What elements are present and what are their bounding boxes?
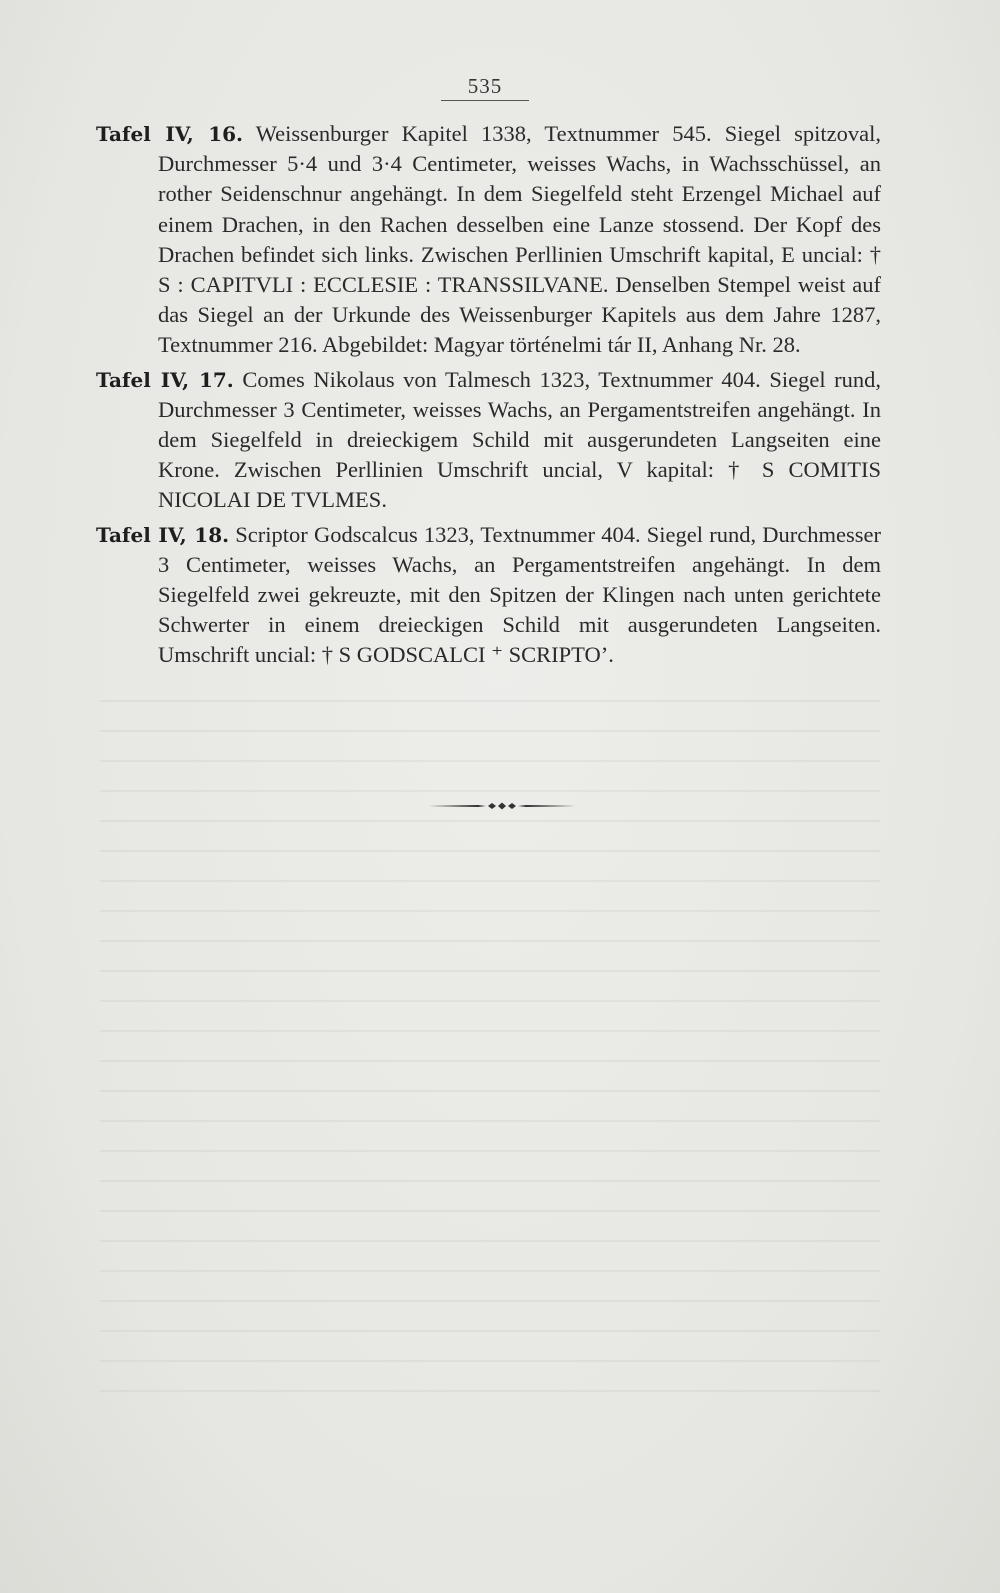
entry-label: Tafel IV, 18. [96,522,230,547]
page-number: 535 [467,74,503,98]
entry-label: Tafel IV, 17. [96,367,234,392]
entry-tafel-iv-17 [96,365,881,516]
entries-list [96,119,881,675]
ornament-divider-icon [428,800,576,812]
entry-text: Comes Nikolaus von Talmesch 1323, Textnummer 404. Siegel rund, Durchmesser 3 Centimeter, weisses Wachs, an Pergamentstreifen angehängt. In dem Siegelfeld in dreieckigem Schild mit ausgerundeten Langseiten eine Krone. Zwischen Perllinien Umschrift uncial, V kapital: † S COMITIS NICOLAI DE TVLMES. [158,366,881,513]
bleed-through-shadow [100,700,880,1460]
entry-label: Tafel IV, 16. [96,122,243,146]
entry-text: Scriptor Godscalcus 1323, Textnummer 404. Siegel rund, Durchmesser 3 Centimeter, weisses Wachs, an Pergamentstreifen angehängt. In dem Siegelfeld zwei gekreuzte, mit den Spitzen der Klingen nach unten gerichtete Schwerter in einem dreieckigen Schild mit ausgerundeten Langseiten. Umschrift uncial: † S GODSCALCI ⁺ SCRIPTO’. [158,521,882,668]
entry-tafel-iv-16 [96,119,881,361]
page-number-rule [441,100,529,101]
entry-tafel-iv-18 [96,520,881,671]
entry-text: Weissenburger Kapitel 1338, Textnummer 545. Siegel spitzoval, Durchmesser 5·4 und 3·4 Centimeter, weisses Wachs, in Wachsschüssel, an rother Seidenschnur angehängt. In dem Siegelfeld steht Erzengel Michael auf einem Drachen, in den Rachen desselben eine Lanze stossend. Der Kopf des Drachen befindet sich links. Zwischen Perllinien Umschrift kapital, E uncial: † S : CAPITVLI : ECCLESIE : TRANSSILVANE. Denselben Stempel weist auf das Siegel an der Urkunde des Weissenburger Kapitels aus dem Jahre 1287, Textnummer 216. Abgebildet: Magyar történelmi tár II, Anhang Nr. 28. [158,121,882,358]
